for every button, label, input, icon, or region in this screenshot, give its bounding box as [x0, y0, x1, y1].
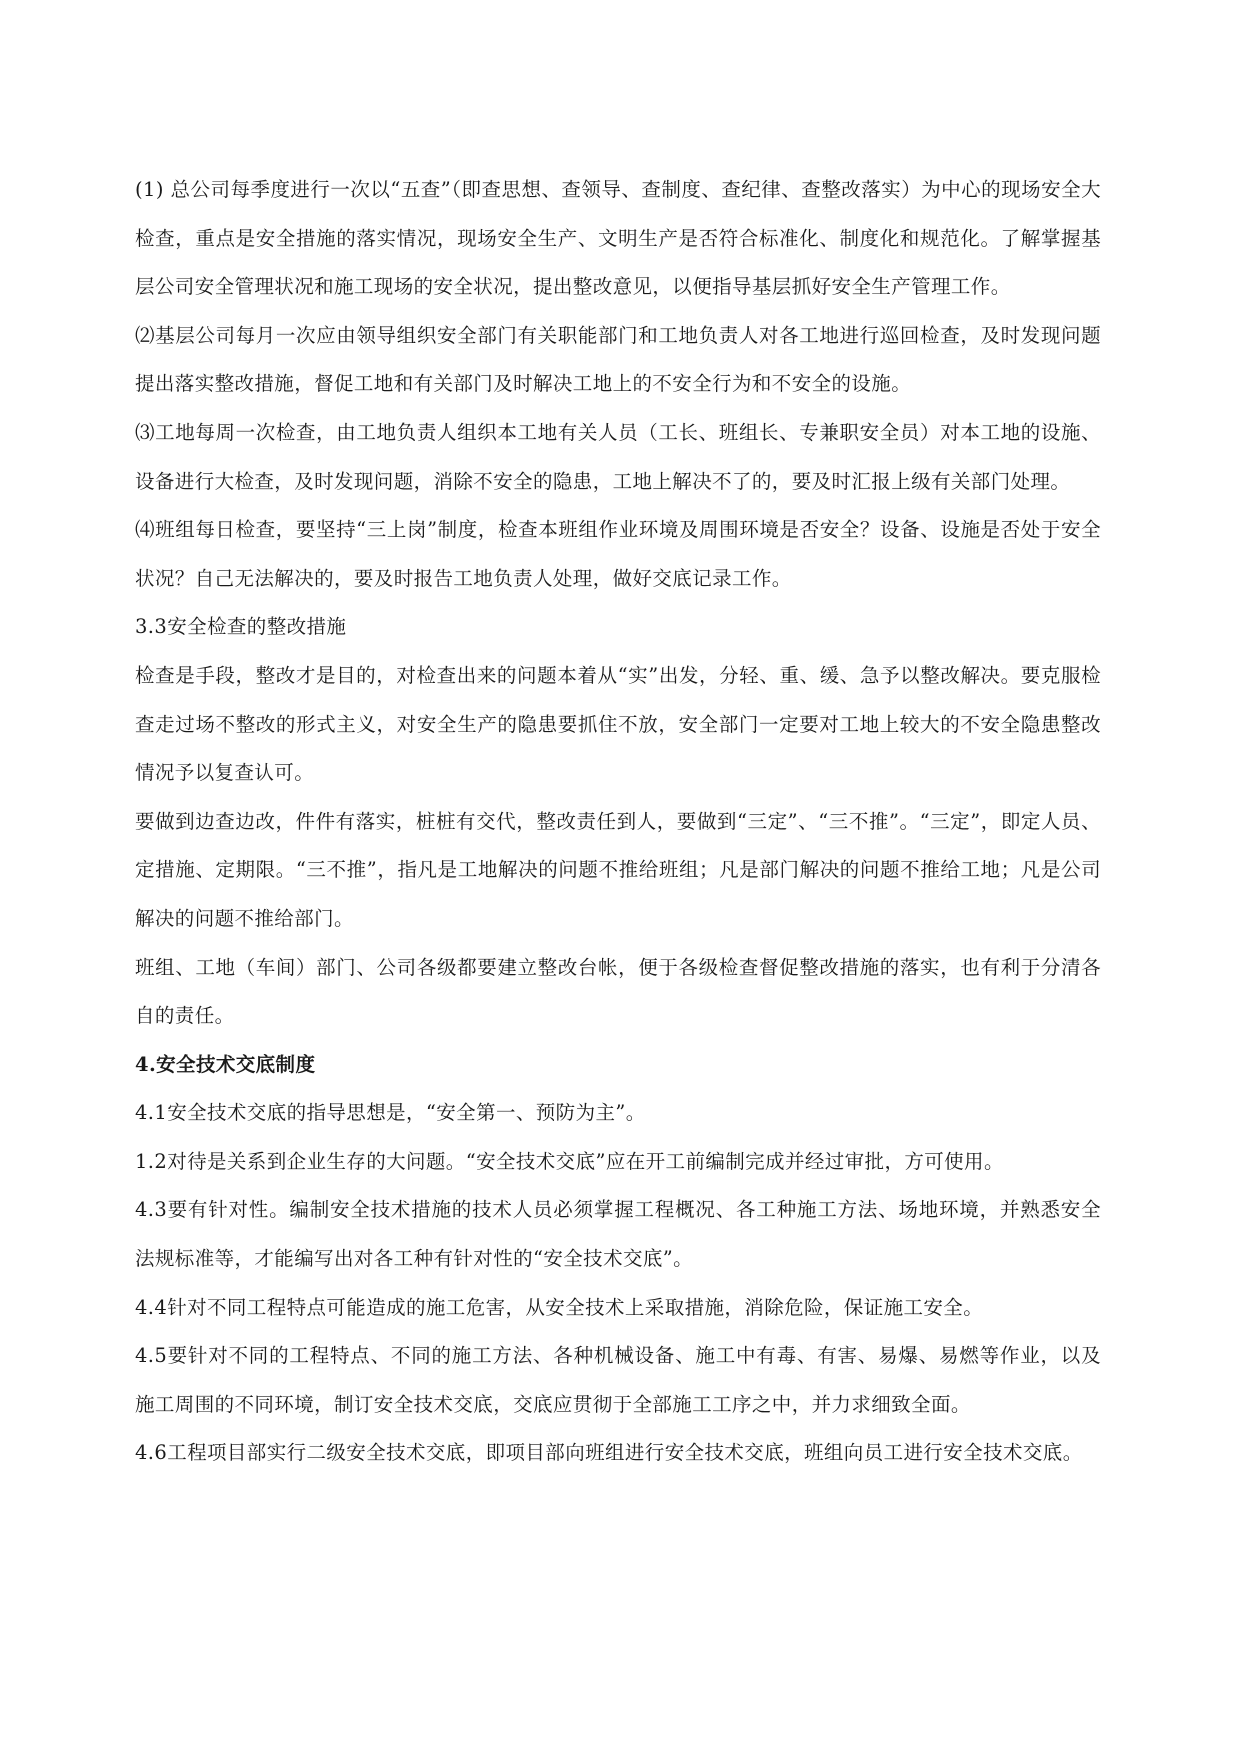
document-page: [135, 166, 1101, 1478]
paragraph-inspection-branch-monthly: ⑵基层公司每月一次应由领导组织安全部门有关职能部门和工地负责人对各工地进行巡回检查，及时发现问题提出落实整改措施，督促工地和有关部门及时解决工地上的不安全行为和不安全的设施。: [135, 323, 1101, 396]
paragraph-rectification-ledger: 班组、工地（车间）部门、公司各级都要建立整改台帐，便于各级检查督促整改措施的落实，也有利于分清各自的责任。: [135, 955, 1101, 1028]
paragraph-rectification-three-rules: 要做到边查边改，件件有落实，桩桩有交代，整改责任到人，要做到“三定”、“三不推”。“三定”，即定人员、定措施、定期限。“三不推”，指凡是工地解决的问题不推给班组；凡是部门解决的问题不推给工地；凡是公司解决的问题不推给部门。: [135, 809, 1101, 930]
paragraph-inspection-company-quarterly: (1) 总公司每季度进行一次以“五查”（即查思想、查领导、查制度、查纪律、查整改落实）为中心的现场安全大检查，重点是安全措施的落实情况，现场安全生产、文明生产是否符合标准化、制度化和规范化。了解掌握基层公司安全管理状况和施工现场的安全状况，提出整改意见，以便指导基层抓好安全生产管理工作。: [135, 178, 1101, 299]
section-heading-4: 4.安全技术交底制度: [135, 1052, 316, 1076]
paragraph-4-6: 4.6工程项目部实行二级安全技术交底，即项目部向班组进行安全技术交底，班组向员工进行安全技术交底。: [135, 1441, 1083, 1465]
paragraph-inspection-site-weekly: ⑶工地每周一次检查，由工地负责人组织本工地有关人员（工长、班组长、专兼职安全员）对本工地的设施、设备进行大检查，及时发现问题，消除不安全的隐患，工地上解决不了的，要及时汇报上级有关部门处理。: [135, 420, 1101, 493]
paragraph-1-2: 1.2对待是关系到企业生存的大问题。“安全技术交底”应在开工前编制完成并经过审批，方可使用。: [135, 1149, 1004, 1173]
paragraph-4-5: 4.5要针对不同的工程特点、不同的施工方法、各种机械设备、施工中有毒、有害、易爆、易燃等作业，以及施工周围的不同环境，制订安全技术交底，交底应贯彻于全部施工工序之中，并力求细致全面。: [135, 1344, 1101, 1416]
paragraph-inspection-team-daily: ⑷班组每日检查，要坚持“三上岗”制度，检查本班组作业环境及周围环境是否安全？设备、设施是否处于安全状况？自己无法解决的，要及时报告工地负责人处理，做好交底记录工作。: [135, 518, 1101, 590]
paragraph-4-4: 4.4针对不同工程特点可能造成的施工危害，从安全技术上采取措施，消除危险，保证施工安全。: [135, 1295, 984, 1319]
paragraph-4-3: 4.3要有针对性。编制安全技术措施的技术人员必须掌握工程概况、各工种施工方法、场地环境，并熟悉安全法规标准等，才能编写出对各工种有针对性的“安全技术交底”。: [135, 1198, 1101, 1271]
paragraph-4-1: 4.1安全技术交底的指导思想是，“安全第一、预防为主”。: [135, 1101, 646, 1125]
section-heading-3-3: 3.3安全检查的整改措施: [135, 615, 347, 639]
paragraph-rectification-purpose: 检查是手段，整改才是目的，对检查出来的问题本着从“实”出发，分轻、重、缓、急予以整改解决。要克服检查走过场不整改的形式主义，对安全生产的隐患要抓住不放，安全部门一定要对工地上较大的不安全隐患整改情况予以复查认可。: [135, 663, 1101, 785]
